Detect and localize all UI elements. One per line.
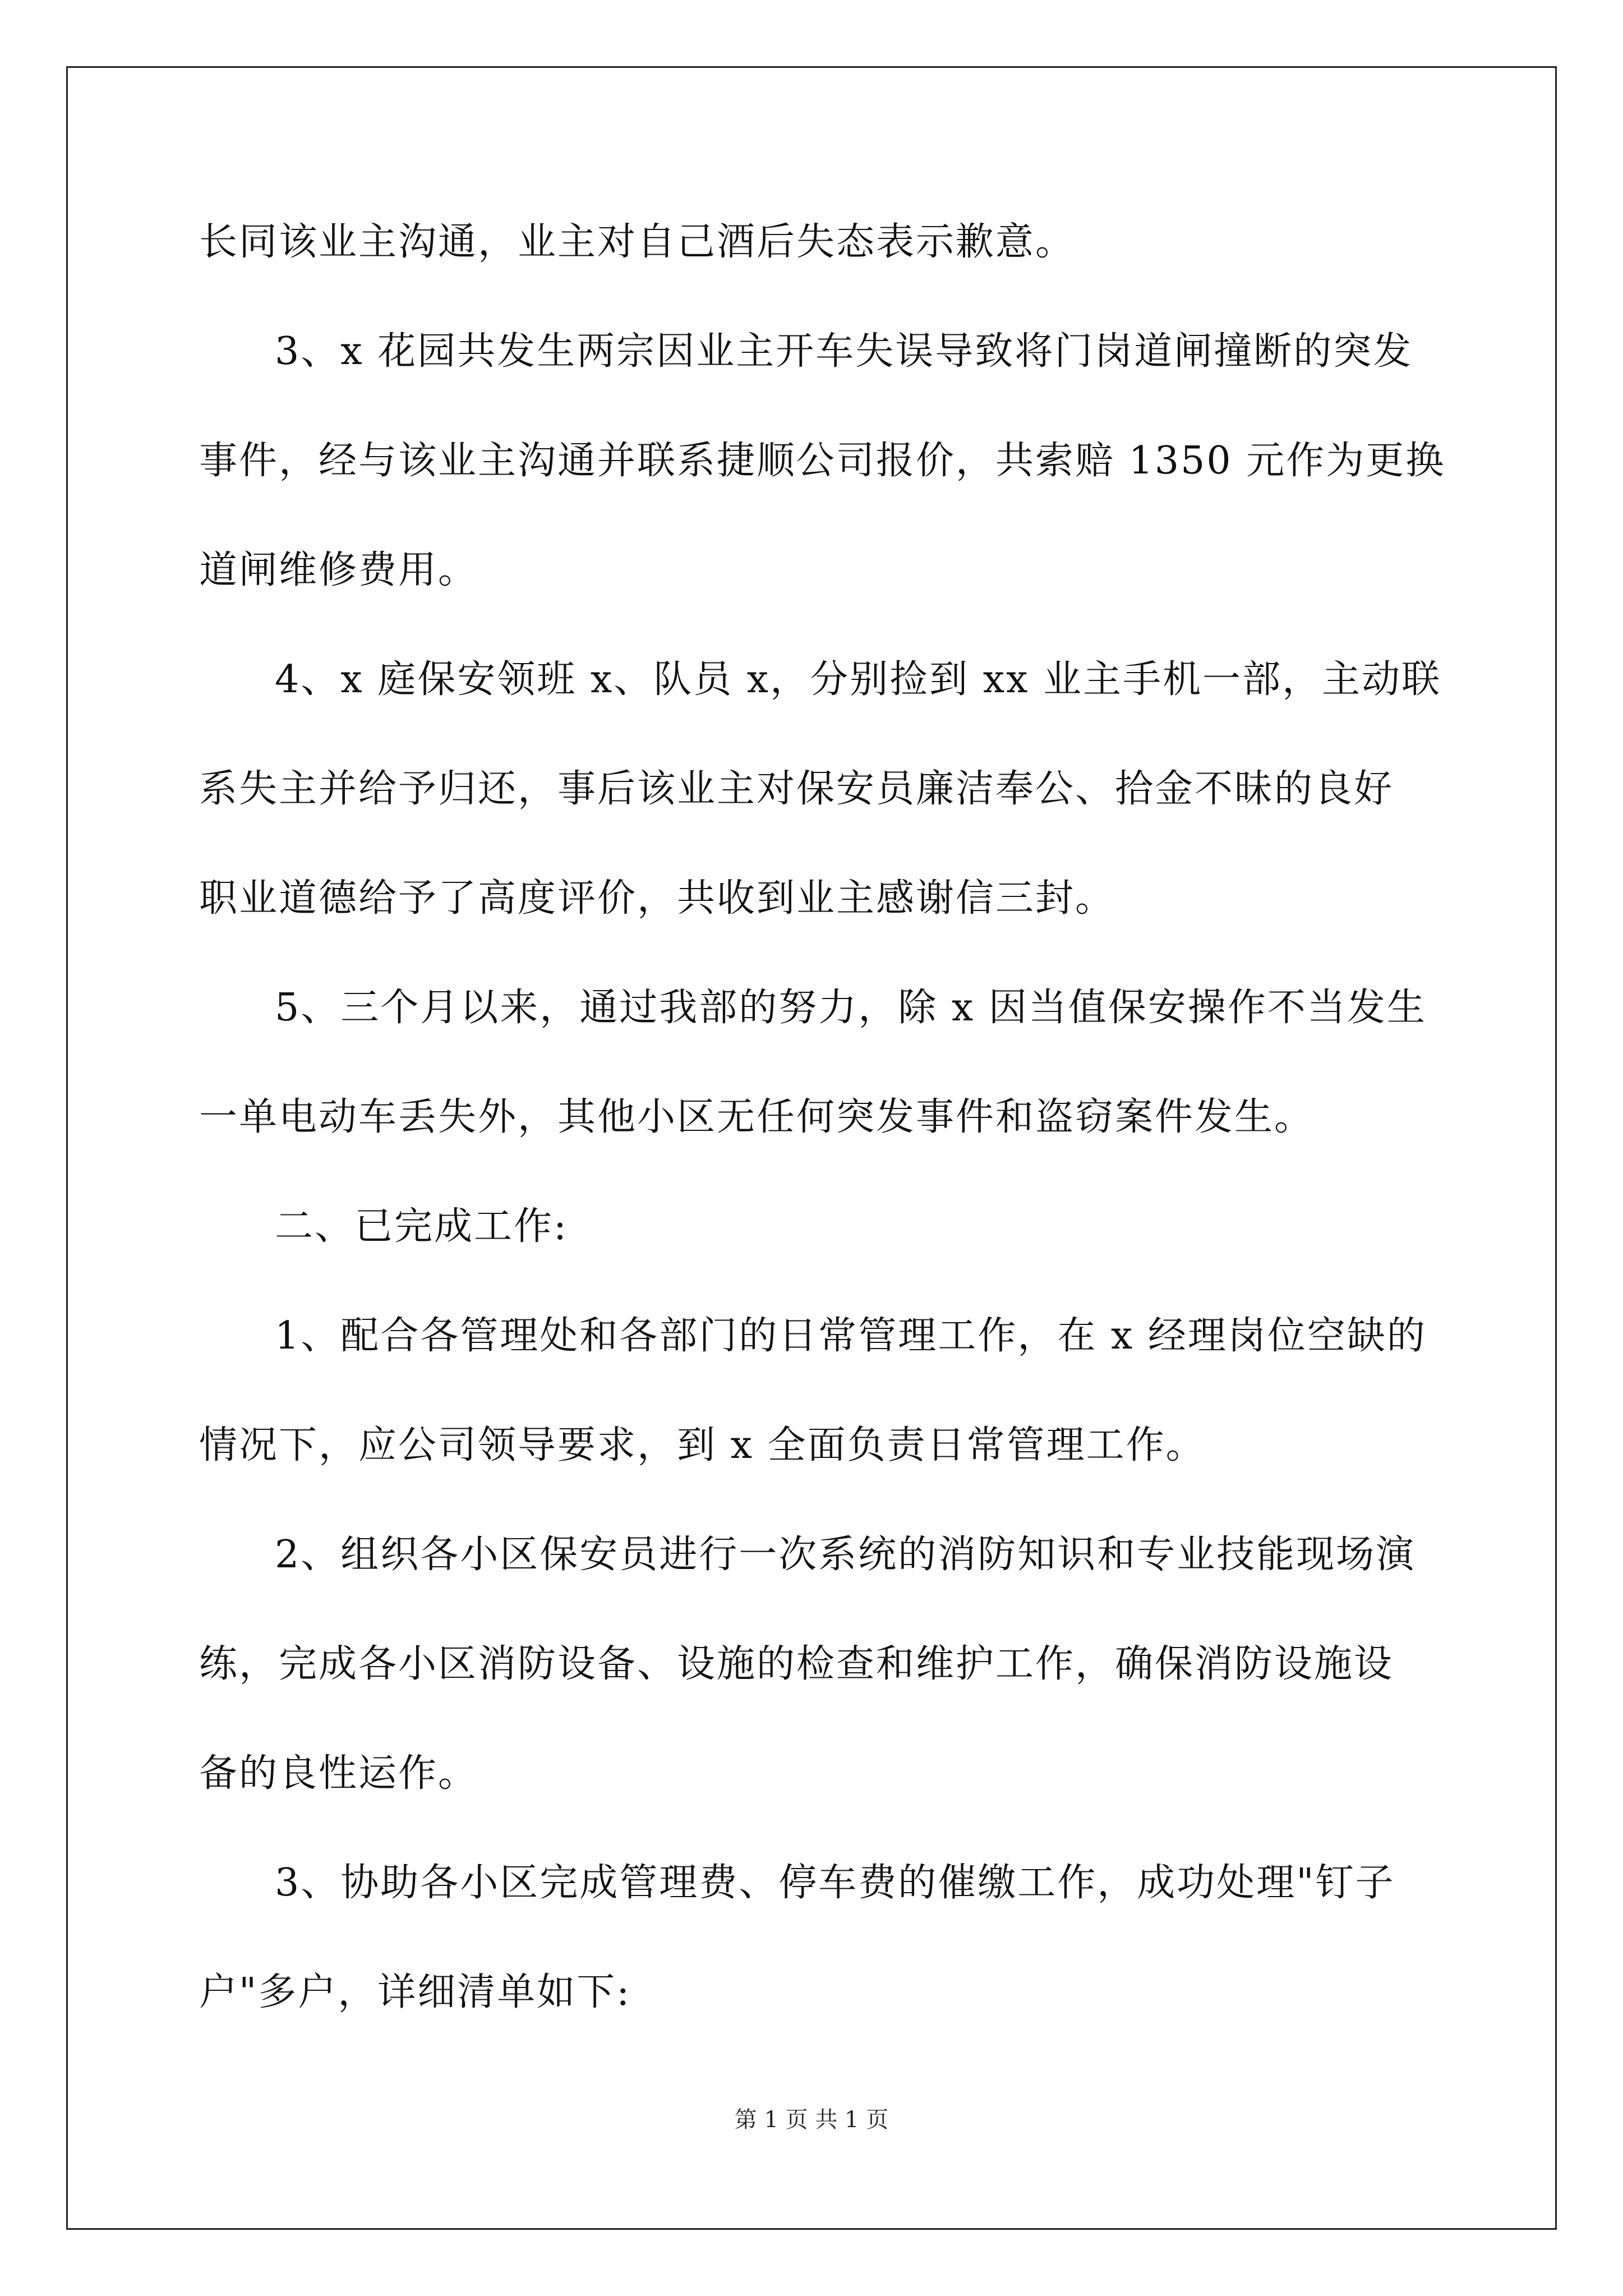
text-line: 备的良性运作。 <box>199 1751 478 1796</box>
text-line: 长同该业主沟通，业主对自己酒后失态表示歉意。 <box>199 220 1076 264</box>
section-heading: 二、已完成工作: <box>275 1204 568 1249</box>
text-line: 一单电动车丢失外，其他小区无任何突发事件和盗窃案件发生。 <box>199 1095 1315 1139</box>
text-line: 3、协助各小区完成管理费、停车费的催缴工作，成功处理"钉子 <box>275 1861 1395 1905</box>
text-line: 职业道德给予了高度评价，共收到业主感谢信三封。 <box>199 876 1115 921</box>
text-line: 4、x 庭保安领班 x、队员 x，分别捡到 xx 业主手机一部，主动联 <box>275 657 1442 702</box>
text-line: 1、配合各管理处和各部门的日常管理工作，在 x 经理岗位空缺的 <box>275 1314 1427 1358</box>
text-line: 系失主并给予归还，事后该业主对保安员廉洁奉公、拾金不昧的良好 <box>199 767 1394 811</box>
text-line: 3、x 花园共发生两宗因业主开车失误导致将门岗道闸撞断的突发 <box>275 329 1413 374</box>
text-line: 2、组织各小区保安员进行一次系统的消防知识和专业技能现场演 <box>275 1533 1416 1577</box>
text-line: 事件，经与该业主沟通并联系捷顺公司报价，共索赔 1350 元作为更换 <box>199 439 1446 483</box>
page-number: 第 1 页 共 1 页 <box>734 2107 889 2133</box>
text-line: 户"多户，详细清单如下: <box>199 1970 631 2014</box>
text-line: 道闸维修费用。 <box>199 548 478 592</box>
text-line: 5、三个月以来，通过我部的努力，除 x 因当值保安操作不当发生 <box>275 986 1427 1030</box>
text-line: 练，完成各小区消防设备、设施的检查和维护工作，确保消防设施设 <box>199 1642 1394 1686</box>
text-line: 情况下，应公司领导要求，到 x 全面负责日常管理工作。 <box>199 1423 1206 1467</box>
